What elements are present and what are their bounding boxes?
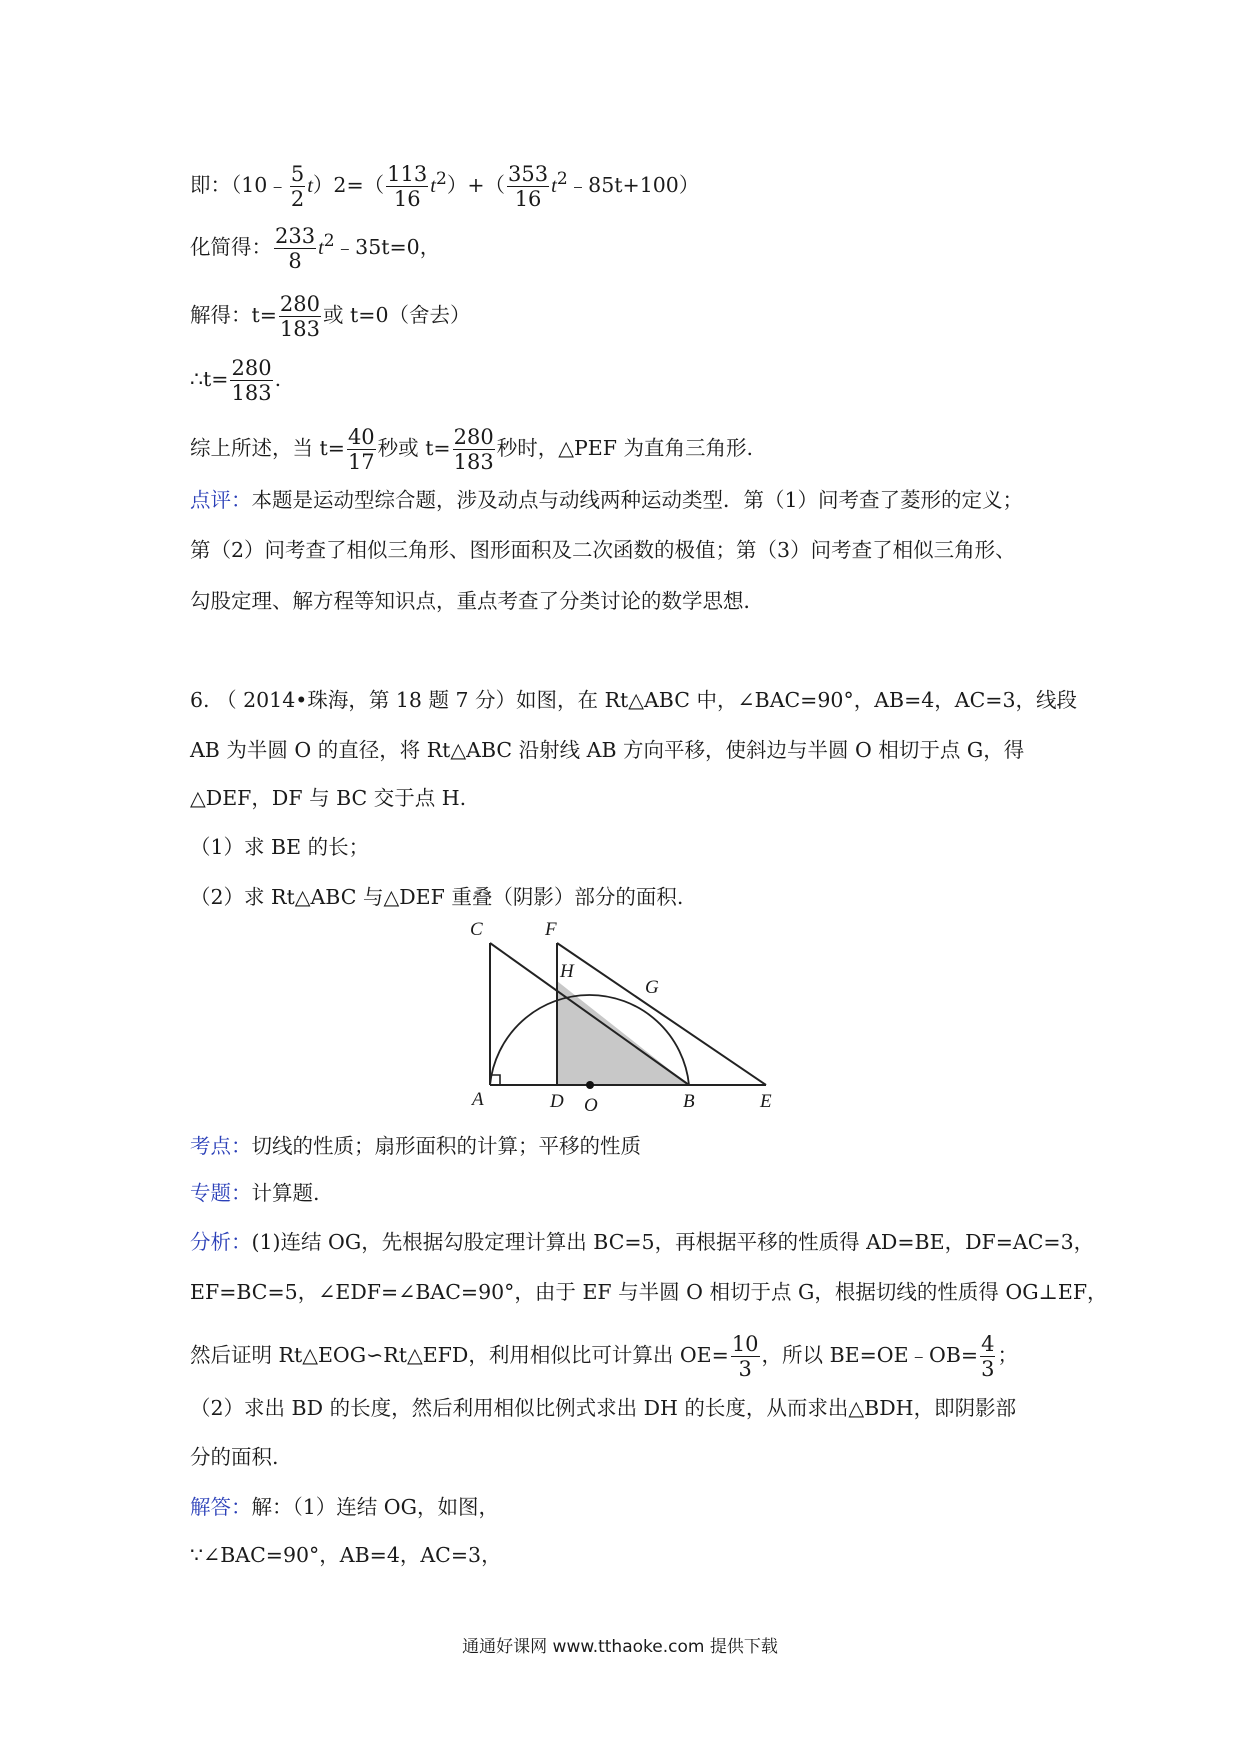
question-1: （1）求 BE 的长； bbox=[190, 835, 370, 859]
label-o: O bbox=[584, 1095, 598, 1116]
fraction: $\frac{10}{3}$ bbox=[731, 1332, 759, 1381]
label-g: G bbox=[645, 977, 659, 998]
fraction: $\frac{280}{183}$ bbox=[279, 292, 321, 341]
label-h: H bbox=[560, 961, 574, 982]
label-b: B bbox=[683, 1091, 695, 1112]
problem-line-1: 6. （ 2014•珠海，第 18 题 7 分）如图，在 Rt△ABC 中，∠BAC=90°，AB=4，AC=3，线段 bbox=[190, 688, 1077, 712]
fraction: $\frac{353}{16}$ bbox=[508, 162, 549, 211]
conclusion-line: 综上所述，当 t= $\frac{40}{17}$ 秒或 t= $\frac{280}{183}$ 秒时，△PEF 为直角三角形. bbox=[190, 425, 753, 474]
fraction: $\frac{233}{8}$ bbox=[275, 224, 316, 273]
fraction: $\frac{280}{183}$ bbox=[231, 356, 272, 405]
label-e: E bbox=[760, 1091, 772, 1112]
fraction: $\frac{280}{183}$ bbox=[453, 425, 494, 474]
problem-line-3: △DEF，DF 与 BC 交于点 H. bbox=[190, 786, 467, 810]
label-c: C bbox=[470, 919, 483, 940]
problem-line-2: AB 为半圆 O 的直径，将 Rt△ABC 沿射线 AB 方向平移，使斜边与半圆 O 相切于点 G，得 bbox=[190, 738, 1025, 762]
fenxi-line-4: （2）求出 BD 的长度，然后利用相似比例式求出 DH 的长度，从而求出△BDH，即阴影部 bbox=[190, 1396, 1017, 1420]
comment-line-1: 点评：本题是运动型综合题，涉及动点与动线两种运动类型．第（1）问考查了菱形的定义； bbox=[190, 488, 1024, 512]
jieda-line: 解答：解：（1）连结 OG，如图， bbox=[190, 1495, 499, 1519]
fenxi-line-1: 分析：(1)连结 OG，先根据勾股定理计算出 BC=5，再根据平移的性质得 AD=BE，DF=AC=3， bbox=[190, 1230, 1095, 1254]
given-line: ∵∠BAC=90°，AB=4，AC=3， bbox=[190, 1543, 502, 1567]
equation-line-2: 化简得： $\frac{233}{8}$ $t^2﹣35t=0$， bbox=[190, 224, 441, 273]
kaodian-line: 考点：切线的性质；扇形面积的计算；平移的性质 bbox=[190, 1134, 641, 1158]
fraction: $\frac{40}{17}$ bbox=[347, 425, 375, 474]
comment-line-3: 勾股定理、解方程等知识点，重点考查了分类讨论的数学思想． bbox=[190, 589, 764, 613]
label-a: A bbox=[472, 1089, 484, 1110]
fenxi-line-2: EF=BC=5，∠EDF=∠BAC=90°，由于 EF 与半圆 O 相切于点 G，根据切线的性质得 OG⊥EF， bbox=[190, 1280, 1108, 1304]
equation-line-3: 解得：t= $\frac{280}{183}$ 或 t=0（舍去） bbox=[190, 292, 471, 341]
label-d: D bbox=[550, 1091, 564, 1112]
fraction: $\frac{4}{3}$ bbox=[981, 1332, 995, 1381]
fenxi-line-3: 然后证明 Rt△EOG∽Rt△EFD，利用相似比可计算出 OE= $\frac{10}{3}$ ，所以 BE=OE﹣OB= $\frac{4}{3}$ ； bbox=[190, 1332, 1018, 1381]
fraction: $\frac{113}{16}$ bbox=[387, 162, 428, 211]
fenxi-line-5: 分的面积. bbox=[190, 1445, 279, 1469]
page-footer: 通通好课网 www.tthaoke.com 提供下载 bbox=[462, 1637, 778, 1657]
geometry-figure bbox=[460, 915, 790, 1125]
equation-line-1: 即：（10﹣ $\frac{5}{2}$ t）2=（ $\frac{113}{16}$ $t^2)+$（ $\frac{353}{16}$ $t^2﹣85t+100$） bbox=[190, 162, 700, 211]
equation-line-4: ∴t= $\frac{280}{183}$ . bbox=[190, 356, 282, 405]
center-o-dot bbox=[586, 1081, 594, 1089]
comment-line-2: 第（2）问考查了相似三角形、图形面积及二次函数的极值；第（3）问考查了相似三角形、 bbox=[190, 538, 1016, 562]
fraction: $\frac{5}{2}$ bbox=[290, 162, 305, 211]
question-2: （2）求 Rt△ABC 与△DEF 重叠（阴影）部分的面积. bbox=[190, 885, 684, 909]
zhuanti-line: 专题：计算题. bbox=[190, 1181, 320, 1205]
label-f: F bbox=[545, 919, 557, 940]
